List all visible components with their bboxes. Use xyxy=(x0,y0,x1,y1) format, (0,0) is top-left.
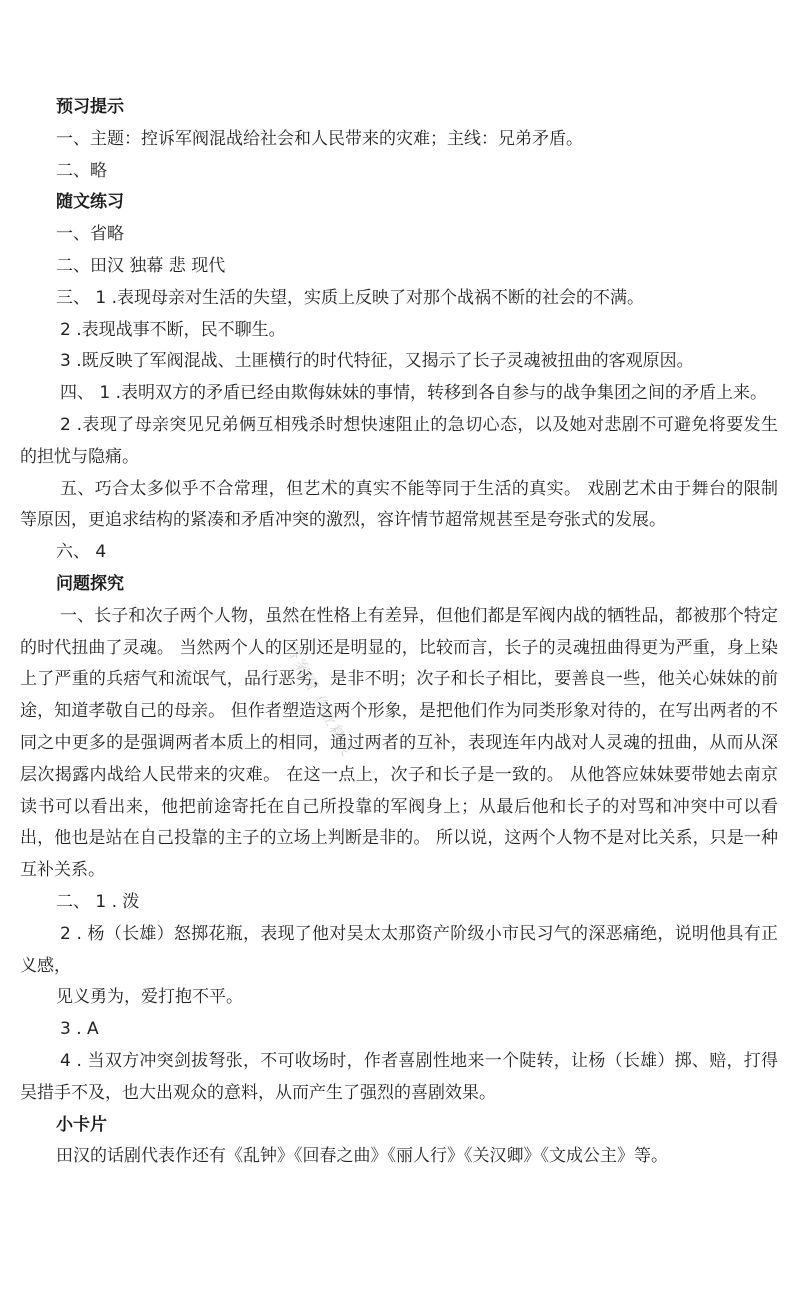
inquiry-item-2-2: 2 . 杨（长雄）怒掷花瓶，表现了他对吴太太那资产阶级小市民习气的深恶痛绝，说明他具有正义感， xyxy=(20,923,778,976)
practice-item-3-3: 3 .既反映了军阀混战、土匪横行的时代特征，又揭示了长子灵魂被扭曲的客观原因。 xyxy=(60,351,694,372)
inquiry-item-2-2b: 见义勇为，爱打抱不平。 xyxy=(56,987,243,1008)
practice-item-2: 二、田汉 独幕 悲 现代 xyxy=(56,255,226,276)
practice-item-1: 一、省略 xyxy=(56,224,124,245)
inquiry-item-1: 一、长子和次子两个人物，虽然在性格上有差异，但他们都是军阀内战的牺牲品，都被那个特定的时代扭曲了灵魂。 当然两个人的区别还是明显的，比较而言，长子的灵魂扭曲得更为严重，身上染上了严重的兵痞气和流氓气，品行恶劣，是非不明；次子和长子相比，要善良一些，他关心妹妹的前途，知道孝敬自己的母亲。 但作者塑造这两个形象，是把他们作为同类形象对待的，在写出两者的不同之中更多的是强调两者本质上的相同，通过两者的互补，表现连年内战对人灵魂的扭曲，从而从深层次揭露内战给人民带来的灾难。 在这一点上，次子和长子是一致的。 从他答应妹妹要带她去南京读书可以看出来，他把前途寄托在自己所投靠的军阀身上；从最后他和长子的对骂和冲突中可以看出，他也是站在自己投靠的主子的立场上判断是非的。 所以说，这两个人物不是对比关系，只是一种互补关系。 xyxy=(20,605,778,881)
inquiry-item-2-3: 3 . A xyxy=(60,1019,99,1040)
practice-item-4-2: 2 .表现了母亲突见兄弟俩互相残杀时想快速阻止的急切心态，以及她对悲剧不可避免将要发生的担忧与隐痛。 xyxy=(20,414,778,467)
section-heading-inquiry: 问题探究 xyxy=(56,573,124,594)
practice-item-5: 五、巧合太多似乎不合常理，但艺术的真实不能等同于生活的真实。 戏剧艺术由于舞台的限制等原因，更追求结构的紧凑和矛盾冲突的激烈，容许情节超常规甚至是夸张式的发展。 xyxy=(20,478,778,531)
section-heading-practice: 随文练习 xyxy=(56,192,124,213)
watermark: 答案圈 作业精灵 xyxy=(282,640,358,761)
section-heading-card: 小卡片 xyxy=(56,1114,107,1135)
preview-item-2: 二、略 xyxy=(56,160,107,181)
practice-item-3-1: 三、 1 .表现母亲对生活的失望，实质上反映了对那个战祸不断的社会的不满。 xyxy=(56,287,645,308)
inquiry-item-2-1: 二、 1 . 泼 xyxy=(56,891,140,912)
practice-item-4-1: 四、 1 .表明双方的矛盾已经由欺侮妹妹的事情，转移到各自参与的战争集团之间的矛盾上来。 xyxy=(60,383,768,404)
inquiry-item-2-4: 4 . 当双方冲突剑拔弩张，不可收场时，作者喜剧性地来一个陡转，让杨（长雄）掷、赔，打得吴措手不及，也大出观众的意料，从而产生了强烈的喜剧效果。 xyxy=(20,1050,778,1103)
card-item-1: 田汉的话剧代表作还有《乱钟》《回春之曲》《丽人行》《关汉卿》《文成公主》等。 xyxy=(56,1146,668,1167)
section-heading-preview: 预习提示 xyxy=(56,97,124,117)
preview-item-1: 一、主题：控诉军阀混战给社会和人民带来的灾难；主线：兄弟矛盾。 xyxy=(56,128,583,149)
practice-item-3-2: 2 .表现战事不断，民不聊生。 xyxy=(60,319,286,340)
practice-item-6: 六、 4 xyxy=(56,542,107,563)
answer-document xyxy=(0,92,800,1173)
